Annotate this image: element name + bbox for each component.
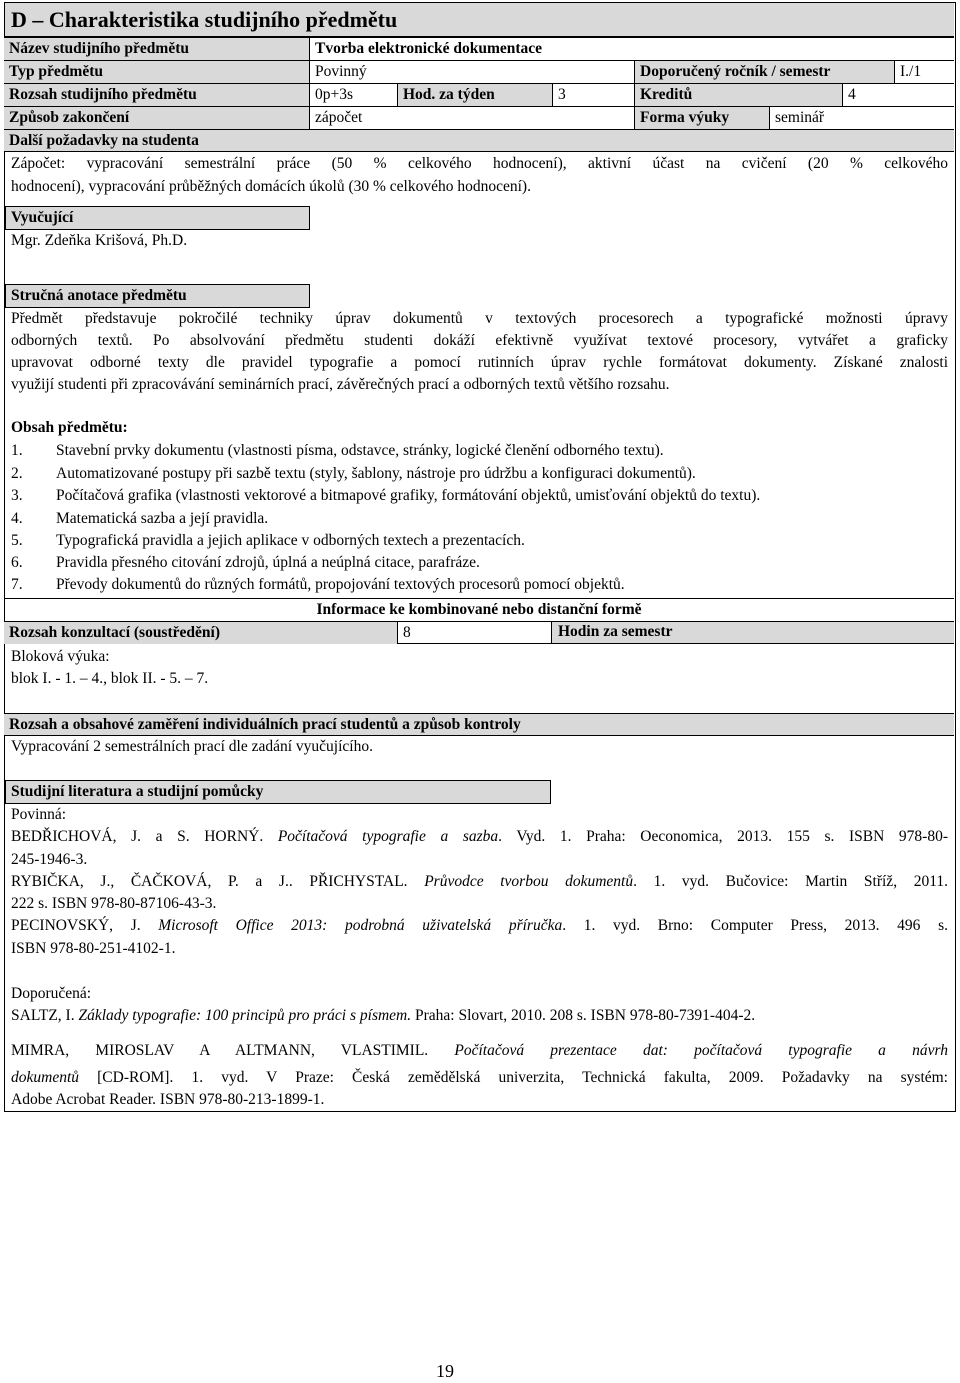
citation-bedrichova-line-1: BEDŘICHOVÁ, J. a S. HORNÝ. Počítačová typografie a sazba. Vyd. 1. Praha: Oeconomica, 2013. 155 s. ISBN 978-80- [11, 828, 948, 845]
blokova-line-2: blok I. - 1. – 4., blok II. - 5. – 7. [11, 670, 209, 687]
pozadavky-heading: Další požadavky na studenta [9, 132, 199, 149]
individualni-heading: Rozsah a obsahové zaměření individuálních prací studentů a způsob kontroly [9, 716, 521, 733]
doporucena-label: Doporučená: [11, 985, 92, 1002]
literatura-heading: Studijní literatura a studijní pomůcky [11, 783, 264, 800]
citation-pecinovsky-line-1: PECINOVSKÝ, J. Microsoft Office 2013: podrobná uživatelská příručka. 1. vyd. Brno: Computer Press, 2013. 496 s. [11, 917, 948, 934]
anotace-line-1: Předmět představuje pokročilé techniky úprav dokumentů v textových procesorech a typografické možnosti úpravy [11, 310, 948, 327]
anotace-line-3: upravovat odborné texty dle pravidel typografie a pomocí rutinních úprav rychle formátovat dokumenty. Získané znalosti [11, 354, 948, 371]
rocnik-value: I./1 [894, 61, 954, 83]
hod-value: 3 [552, 84, 634, 106]
row-konzultace [4, 621, 551, 644]
list-item: 2. Automatizované postupy při sazbě textu (styly, šablony, nástroje pro údržbu a konfiguraci dokumentů). [11, 465, 696, 482]
povinna-label: Povinná: [11, 806, 67, 823]
citation-rybicka-line-1: RYBIČKA, J., ČAČKOVÁ, P. a J.. PŘICHYSTAL. Průvodce tvorbou dokumentů. 1. vyd. Bučovice: Martin Stříž, 2011. [11, 873, 949, 890]
list-item: 5. Typografická pravidla a jejich aplikace v odborných textech a prezentacích. [11, 532, 525, 549]
forma-label: Forma výuky [634, 107, 769, 129]
row-nazev [4, 37, 954, 60]
pozadavky-line-2: hodnocení), vypracování průběžných domácích úkolů (30 % celkového hodnocení). [11, 178, 531, 195]
rozsah-label: Rozsah studijního předmětu [4, 84, 309, 106]
list-item: 3. Počítačová grafika (vlastnosti vektorové a bitmapové grafiky, formátování objektů, umisťování objektů do textu). [11, 487, 761, 504]
individualni-text: Vypracování 2 semestrálních prací dle zadání vyučujícího. [11, 738, 373, 755]
obsah-heading: Obsah předmětu: [11, 419, 128, 436]
hod-label: Hod. za týden [397, 84, 552, 106]
citation-mimra-line-1: MIMRA, MIROSLAV A ALTMANN, VLASTIMIL. Počítačová prezentace dat: počítačová typografie a návrh [11, 1042, 948, 1059]
citation-pecinovsky-line-2: ISBN 978-80-251-4102-1. [11, 940, 176, 957]
citation-saltz: SALTZ, I. Základy typografie: 100 principů pro práci s písmem. Praha: Slovart, 2010. 208 s. ISBN 978-80-7391-404-2. [11, 1007, 756, 1024]
kombinovana-heading-row [4, 598, 954, 621]
pozadavky-heading-row [4, 129, 954, 152]
list-item: 4. Matematická sazba a její pravidla. [11, 510, 269, 527]
blokova-line-1: Bloková výuka: [11, 648, 110, 665]
row-rozsah [4, 83, 954, 106]
list-item: 7. Převody dokumentů do různých formátů, propojování textových procesorů pomocí objektů. [11, 576, 625, 593]
citation-bedrichova-line-2: 245-1946-3. [11, 851, 88, 868]
zakonceni-label: Způsob zakončení [4, 107, 309, 129]
vyucujici-heading: Vyučující [11, 209, 74, 226]
hodin-label: Hodin za semestr [558, 623, 673, 640]
nazev-label: Název studijního předmětu [4, 38, 309, 60]
zakonceni-value: zápočet [309, 107, 634, 129]
row-typ [4, 60, 954, 83]
kredity-value: 4 [842, 84, 954, 106]
pozadavky-line-1: Zápočet: vypracování semestrální práce (50 % celkového hodnocení), aktivní účast na cvičení (20 % celkového [11, 155, 948, 172]
citation-rybicka-line-2: 222 s. ISBN 978-80-87106-43-3. [11, 895, 217, 912]
list-item: 6. Pravidla přesného citování zdrojů, úplná a neúplná citace, parafráze. [11, 554, 480, 571]
anotace-line-4: využijí studenti při zpracovávání seminárních prací, závěrečných prací a odborných textů většího rozsahu. [11, 376, 670, 393]
typ-label: Typ předmětu [4, 61, 309, 83]
anotace-line-2: odborných textů. Po absolvování předmětu studenti dokáží efektivně využívat textové procesory, vytvářet a graficky [11, 332, 948, 349]
konzultace-value: 8 [397, 622, 551, 644]
individualni-heading-row [4, 713, 954, 736]
forma-value: seminář [769, 107, 954, 129]
rozsah-value: 0p+3s [309, 84, 397, 106]
anotace-heading: Stručná anotace předmětu [11, 287, 187, 304]
nazev-value: Tvorba elektronické dokumentace [309, 38, 954, 60]
vyucujici-name: Mgr. Zdeňka Krišová, Ph.D. [11, 232, 188, 249]
row-zakonceni [4, 106, 954, 129]
konzultace-label: Rozsah konzultací (soustředění) [4, 622, 397, 644]
citation-mimra-line-3: Adobe Acrobat Reader. ISBN 978-80-213-1899-1. [11, 1091, 325, 1108]
list-item: 1. Stavební prvky dokumentu (vlastnosti písma, odstavce, stránky, logické členění odborného textu). [11, 442, 664, 459]
kombinovana-heading: Informace ke kombinované nebo distanční formě [316, 601, 642, 618]
page-title: D – Charakteristika studijního předmětu [5, 3, 954, 37]
page-number: 19 [436, 1361, 454, 1381]
kredity-label: Kreditů [634, 84, 842, 106]
rocnik-label: Doporučený ročník / semestr [634, 61, 894, 83]
citation-mimra-line-2: dokumentů [CD-ROM]. 1. vyd. V Praze: Česká zemědělská univerzita, Technická fakulta, 2009. Požadavky na systém: [11, 1069, 948, 1086]
typ-value: Povinný [309, 61, 634, 83]
